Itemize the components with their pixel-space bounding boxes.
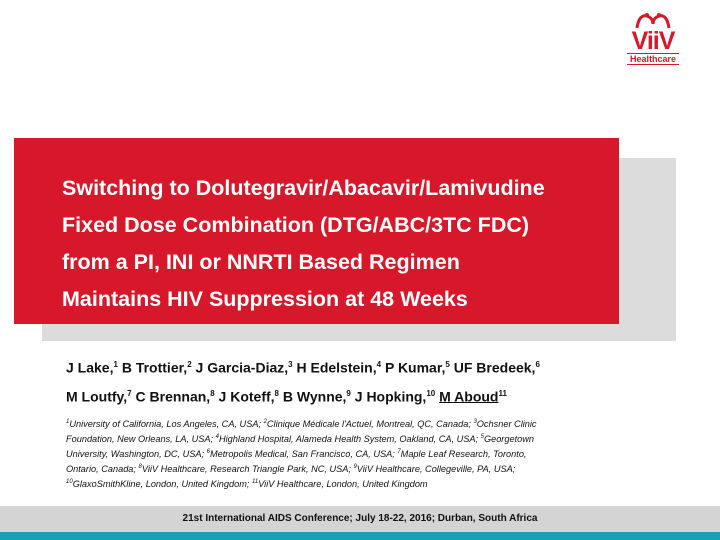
conference-footer: 21st International AIDS Conference; July 18-22, 2016; Durban, South Africa	[182, 513, 538, 524]
author-sup: 8	[274, 388, 279, 398]
author-name: M Loutfy,	[66, 388, 128, 405]
affiliation-text: Clinique Médicale l'Actuel, Montreal, QC, Canada;	[266, 419, 474, 430]
author-sup: 6	[535, 360, 540, 369]
title-line-4: Maintains HIV Suppression at 48 Weeks	[62, 287, 468, 311]
affiliation-sup: 8	[138, 464, 142, 471]
affiliation-text: University of California, Los Angeles, CA, USA;	[69, 419, 264, 430]
author-sup: 3	[288, 360, 293, 369]
author-sup: 8	[210, 388, 215, 398]
affiliation-sup: 5	[480, 434, 484, 441]
author-line-2	[66, 381, 666, 410]
author-name: UF Bredeek,	[453, 359, 536, 376]
author-sup: 11	[498, 388, 507, 398]
logo-wordmark: ViiV	[631, 27, 675, 55]
author-sup: 1	[113, 360, 118, 369]
affiliation-text: Metropolis Medical, San Francisco, CA, USA;	[209, 449, 398, 460]
affiliation-text: University, Washington, DC, USA;	[66, 449, 207, 460]
affiliation-sup: 4	[215, 434, 219, 441]
author-sup: 4	[376, 360, 382, 369]
author-name: C Brennan,	[135, 388, 211, 405]
affiliation-text: Highland Hospital, Alameda Health System, Oakland, CA, USA;	[218, 434, 481, 445]
affiliation-sup: 7	[397, 449, 401, 456]
title-line-2: Fixed Dose Combination (DTG/ABC/3TC FDC)	[62, 213, 530, 237]
presentation-title	[62, 170, 622, 318]
affiliation-sup: 9	[353, 464, 357, 471]
affiliation-sup: 6	[206, 449, 210, 456]
affiliation-text: ViiV Healthcare, Research Triangle Park, NC, USA;	[141, 464, 354, 475]
viiv-logo	[614, 12, 692, 74]
title-line-1: Switching to Dolutegravir/Abacavir/Lamivudine	[62, 176, 545, 200]
affiliation-line-3	[66, 446, 656, 461]
affiliation-text: Ochsner Clinic	[476, 419, 537, 430]
author-sup: 7	[127, 388, 132, 398]
affiliation-text: Maple Leaf Research, Toronto,	[400, 449, 527, 460]
logo-subword: Healthcare	[627, 53, 679, 65]
affiliation-text: GlaxoSmithKline, London, United Kingdom;	[72, 479, 252, 490]
author-name: J Koteff,	[218, 388, 275, 405]
author-name: P Kumar,	[384, 359, 446, 376]
affiliation-sup: 10	[66, 479, 73, 486]
author-sup: 9	[346, 388, 351, 398]
affiliation-text: Foundation, New Orleans, LA, USA;	[66, 434, 216, 445]
affiliation-sup: 11	[251, 479, 259, 486]
title-line-3: from a PI, INI or NNRTI Based Regimen	[62, 250, 460, 274]
author-name: J Garcia-Diaz,	[195, 359, 289, 376]
affiliation-line-2	[66, 431, 656, 446]
author-name: B Wynne,	[282, 388, 347, 405]
author-name: J Lake,	[66, 359, 114, 376]
affiliation-text: Ontario, Canada;	[66, 464, 139, 475]
affiliation-line-4	[66, 461, 656, 476]
affiliation-line-1	[66, 416, 656, 431]
author-name: B Trottier,	[121, 359, 188, 376]
affiliation-text: ViiV Healthcare, London, United Kingdom	[258, 479, 428, 490]
author-sup: 10	[426, 388, 436, 398]
affiliation-sup: 1	[66, 419, 70, 425]
author-sup: 5	[445, 360, 450, 369]
affiliation-line-5	[66, 476, 656, 491]
affiliation-sup: 3	[473, 419, 477, 425]
author-line-1	[66, 352, 666, 381]
affiliation-sup: 2	[263, 419, 267, 425]
author-name: H Edelstein,	[296, 359, 377, 376]
author-sup: 2	[187, 360, 192, 369]
author-name: J Hopking,	[354, 388, 427, 405]
author-list	[66, 352, 666, 409]
affiliation-text: ViiV Healthcare, Collegeville, PA, USA;	[356, 464, 516, 475]
presenting-author-name: M Aboud	[439, 388, 499, 405]
bottom-accent-stripe	[0, 532, 720, 540]
affiliation-text: Georgetown	[483, 434, 534, 445]
affiliations	[66, 416, 656, 491]
